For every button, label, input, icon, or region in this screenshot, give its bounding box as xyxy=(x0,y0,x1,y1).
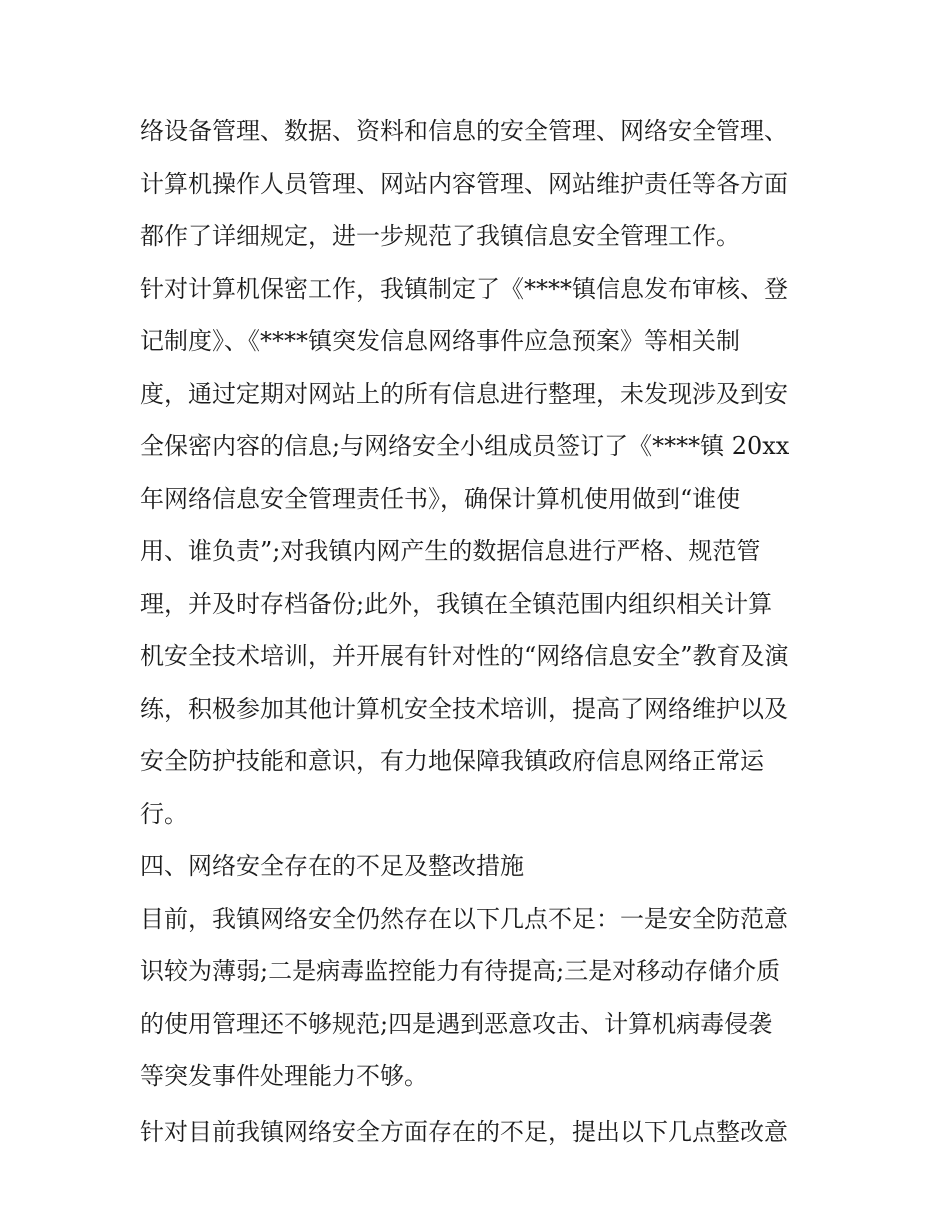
text-line: 练，积极参加其他计算机安全技术培训，提高了网络维护以及 xyxy=(140,694,788,723)
text-line: 行。 xyxy=(140,799,188,828)
text-line: 全保密内容的信息;与网络安全小组成员签订了《****镇 20xx xyxy=(140,432,790,460)
text-line: 安全防护技能和意识，有力地保障我镇政府信息网络正常运 xyxy=(140,747,764,775)
text-line: 的使用管理还不够规范;四是遇到恶意攻击、计算机病毒侵袭 xyxy=(140,1009,773,1038)
text-line: 识较为薄弱;二是病毒监控能力有待提高;三是对移动存储介质 xyxy=(140,957,781,985)
body-text xyxy=(140,105,820,1158)
text-line: 络设备管理、数据、资料和信息的安全管理、网络安全管理、 xyxy=(140,117,788,145)
text-line: 用、谁负责”;对我镇内网产生的数据信息进行严格、规范管 xyxy=(140,537,761,565)
text-line: 理，并及时存档备份;此外，我镇在全镇范围内组织相关计算 xyxy=(140,589,773,618)
text-line: 记制度》、《****镇突发信息网络事件应急预案》等相关制 xyxy=(140,327,740,355)
text-line: 针对目前我镇网络安全方面存在的不足，提出以下几点整改意 xyxy=(140,1117,788,1146)
text-line: 目前，我镇网络安全仍然存在以下几点不足：一是安全防范意 xyxy=(140,904,788,933)
text-line: 针对计算机保密工作，我镇制定了《****镇信息发布审核、登 xyxy=(140,274,788,303)
text-line: 年网络信息安全管理责任书》，确保计算机使用做到“谁使 xyxy=(140,484,741,513)
text-line: 都作了详细规定，进一步规范了我镇信息安全管理工作。 xyxy=(140,222,740,250)
text-line: 度，通过定期对网站上的所有信息进行整理，未发现涉及到安 xyxy=(140,379,788,408)
section-heading: 四、网络安全存在的不足及整改措施 xyxy=(140,852,524,880)
text-line: 计算机操作人员管理、网站内容管理、网站维护责任等各方面 xyxy=(140,169,788,198)
text-line: 等突发事件处理能力不够。 xyxy=(140,1062,428,1090)
text-line: 机安全技术培训，并开展有针对性的“网络信息安全”教育及演 xyxy=(140,642,789,670)
